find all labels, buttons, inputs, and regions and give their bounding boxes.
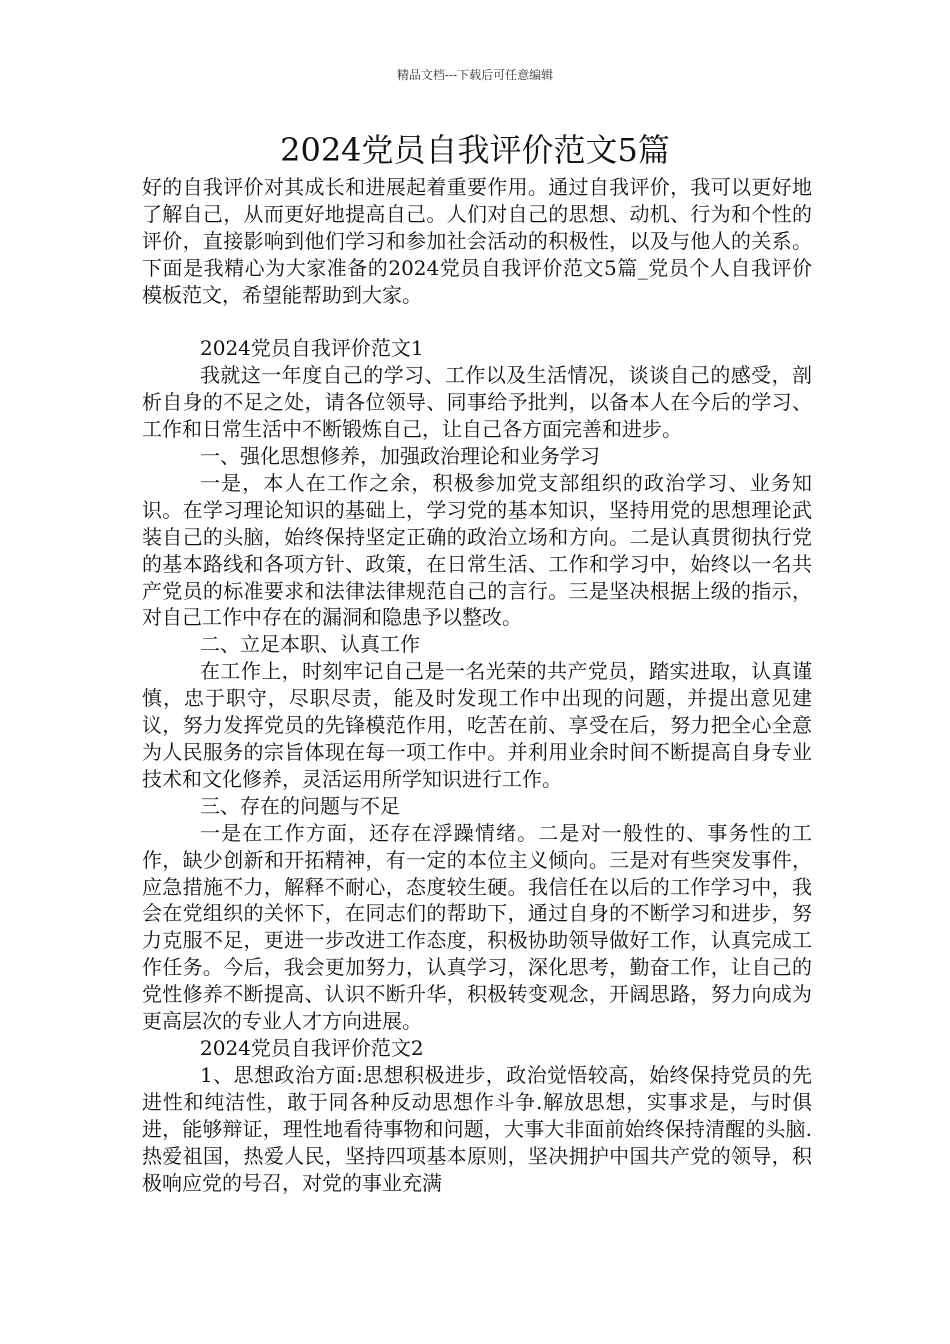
document-body (142, 174, 812, 1196)
subheading-thought-cultivation: 一、强化思想修养，加强政治理论和业务学习 (200, 444, 600, 469)
subheading-work-duty: 二、立足本职、认真工作 (200, 632, 420, 657)
intro-paragraph: 好的自我评价对其成长和进展起着重要作用。通过自我评价，我可以更好地了解自己，从而更好地提高自己。人们对自己的思想、动机、行为和个性的评价，直接影响到他们学习和参加社会活动的积极性，以及与他人的关系。下面是我精心为大家准备的2024党员自我评价范文5篇_党员个人自我评价模板范文，希望能帮助到大家。 (142, 175, 812, 307)
paragraph-problems: 一是在工作方面，还存在浮躁情绪。二是对一般性的、事务性的工作，缺少创新和开拓精神，有一定的本位主义倾向。三是对有些突发事件，应急措施不力，解释不耐心，态度较生硬。我信任在以后的工作学习中，我会在党组织的关怀下，在同志们的帮助下，通过自身的不断学习和进步，努力克服不足，更进一步改进工作态度，积极协助领导做好工作，认真完成工作任务。今后，我会更加努力，认真学习，深化思考，勤奋工作，让自己的党性修养不断提高、认识不断升华，积极转变观念，开阔思路，努力向成为更高层次的专业人才方向进展。 (142, 820, 812, 1034)
paragraph-gap (142, 309, 812, 336)
subheading-problems: 三、存在的问题与不足 (200, 793, 400, 818)
paragraph-essay-1-intro: 我就这一年度自己的学习、工作以及生活情况，谈谈自己的感受，剖析自身的不足之处，请各位领导、同事给予批判，以备本人在今后的学习、工作和日常生活中不断锻炼自己，让自己各方面完善和进步。 (142, 363, 812, 442)
paragraph-essay-2-politics: 1、思想政治方面:思想积极进步，政治觉悟较高，始终保持党员的先进性和纯洁性，敢于同各种反动思想作斗争.解放思想，实事求是，与时俱进，能够辩证，理性地看待事物和问题，大事大非面前始终保持清醒的头脑.热爱祖国，热爱人民，坚持四项基本原则，坚决拥护中国共产党的领导，积极响应党的号召，对党的事业充满 (142, 1062, 812, 1195)
section-heading-essay-2: 2024党员自我评价范文2 (200, 1035, 424, 1060)
document-title: 2024党员自我评价范文5篇 (280, 131, 670, 169)
header-note: 精品文档---下载后可任意编辑 (396, 68, 554, 82)
paragraph-thought-cultivation: 一是，本人在工作之余，积极参加党支部组织的政治学习、业务知识。在学习理论知识的基础上，学习党的基本知识，坚持用党的思想理论武装自己的头脑，始终保持坚定正确的政治立场和方向。二是认真贯彻执行党的基本路线和各项方针、政策，在日常生活、工作和学习中，始终以一名共产党员的标准要求和法律法律规范自己的言行。三是坚决根据上级的指示，对自己工作中存在的漏洞和隐患予以整改。 (142, 470, 812, 630)
paragraph-work-duty: 在工作上，时刻牢记自己是一名光荣的共产党员，踏实进取，认真谨慎，忠于职守，尽职尽责，能及时发现工作中出现的问题，并提出意见建议，努力发挥党员的先锋模范作用，吃苦在前、享受在后，努力把全心全意为人民服务的宗旨体现在每一项工作中。并利用业余时间不断提高自身专业技术和文化修养，灵活运用所学知识进行工作。 (142, 659, 812, 791)
section-heading-essay-1: 2024党员自我评价范文1 (200, 336, 424, 361)
